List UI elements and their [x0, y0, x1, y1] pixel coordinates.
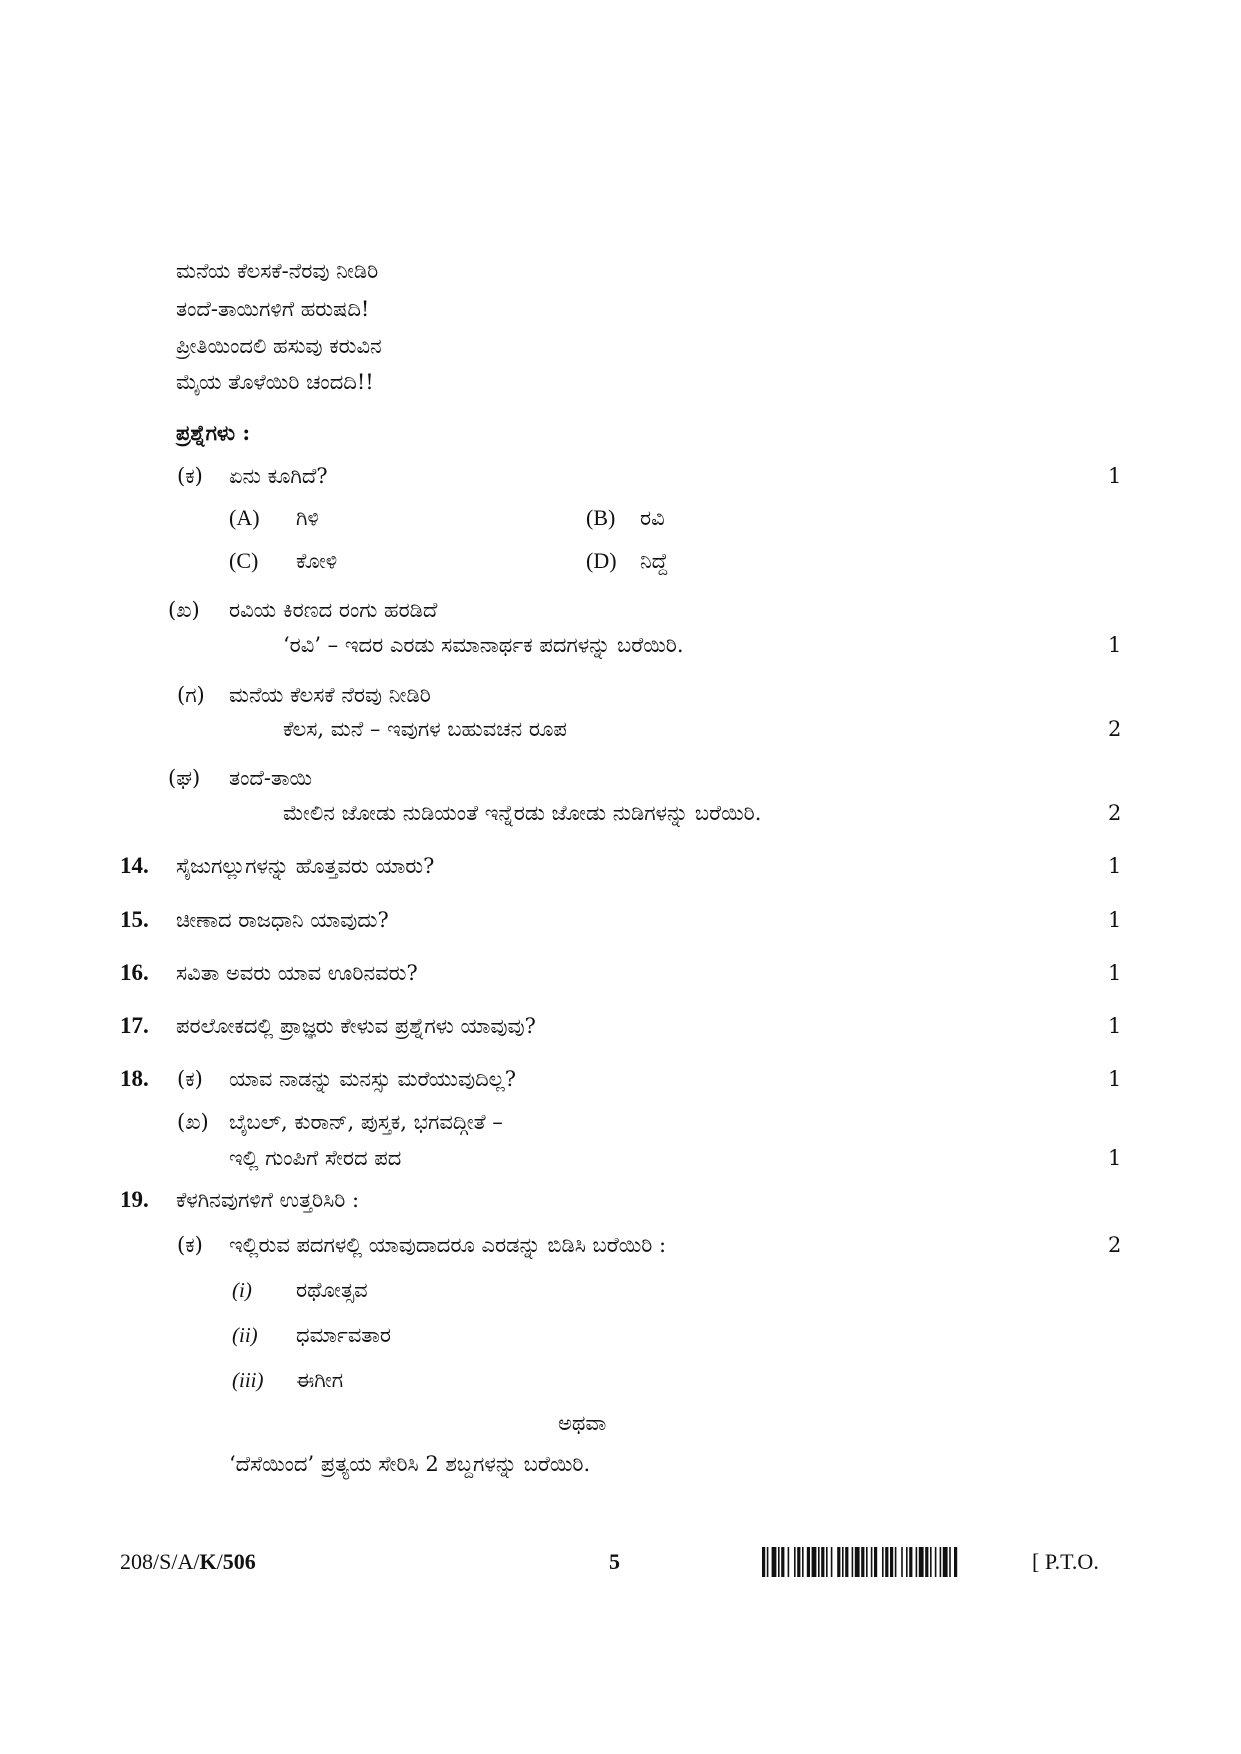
q19-item-2-num: (ii): [232, 1323, 258, 1347]
q-gha-marks: 2: [1108, 801, 1122, 825]
q18-b-label: (ಖ): [177, 1110, 209, 1134]
q16-text: ಸವಿತಾ ಅವರು ಯಾವ ಊರಿನವರು?: [176, 961, 418, 985]
option-d-text: ನಿದ್ದೆ: [640, 549, 668, 573]
q-gha-line-2: ಮೇಲಿನ ಜೋಡು ನುಡಿಯಂತೆ ಇನ್ನೆರಡು ಜೋಡು ನುಡಿಗಳನ್ನು ಬರೆಯಿರಿ.: [283, 801, 762, 825]
poem-line-1: ಮನೆಯ ಕೆಲಸಕೆ-ನೆರವು ನೀಡಿರಿ: [176, 259, 379, 283]
q-ga-line-2: ಕೆಲಸ, ಮನೆ – ಇವುಗಳ ಬಹುವಚನ ರೂಪ: [283, 717, 567, 741]
or-divider: ಅಥವಾ: [558, 1411, 607, 1435]
q-ga-label: (ಗ): [177, 683, 205, 707]
q-kha-line-2: ‘ರವಿ’ – ಇದರ ಎರಡು ಸಮಾನಾರ್ಥಕ ಪದಗಳನ್ನು ಬರೆಯಿರಿ.: [283, 633, 684, 657]
q-ga-line-1: ಮನೆಯ ಕೆಲಸಕೆ ನೆರವು ನೀಡಿರಿ: [229, 683, 431, 707]
q18-b-line-1: ಬೈಬಲ್, ಕುರಾನ್, ಪುಸ್ತಕ, ಭಗವದ್ಗೀತೆ –: [229, 1110, 503, 1134]
barcode-icon: [762, 1547, 1024, 1577]
q19-a-label: (ಕ): [177, 1233, 203, 1257]
q19-number: 19.: [120, 1187, 149, 1212]
q-kha-label: (ಖ): [168, 598, 200, 622]
option-b-key: (B): [586, 505, 616, 530]
q19-item-2-text: ಧರ್ಮಾವತಾರ: [296, 1323, 391, 1347]
q19-a-text: ಇಲ್ಲಿರುವ ಪದಗಳಲ್ಲಿ ಯಾವುದಾದರೂ ಎರಡನ್ನು ಬಿಡಿಸಿ ಬರೆಯಿರಿ :: [229, 1233, 667, 1257]
q18-number: 18.: [120, 1066, 149, 1091]
q14-marks: 1: [1108, 854, 1122, 878]
q17-number: 17.: [120, 1013, 149, 1038]
q14-text: ಸೈಜುಗಲ್ಲುಗಳನ್ನು ಹೊತ್ತವರು ಯಾರು?: [176, 854, 435, 878]
option-c-text: ಕೋಳಿ: [296, 549, 338, 573]
q-ka-marks: 1: [1108, 464, 1122, 488]
q17-text: ಪರಲೋಕದಲ್ಲಿ ಪ್ರಾಜ್ಞರು ಕೇಳುವ ಪ್ರಶ್ನೆಗಳು ಯಾವುವು?: [176, 1014, 536, 1038]
q19-item-1-text: ರಥೋತ್ಸವ: [296, 1278, 368, 1302]
q19-item-3-text: ಈಗೀಗ: [296, 1368, 344, 1392]
paper-code: [120, 1549, 256, 1575]
q15-text: ಚೀಣಾದ ರಾಜಧಾನಿ ಯಾವುದು?: [176, 908, 389, 932]
page-number: 5: [609, 1549, 620, 1574]
q-gha-line-1: ತಂದೆ-ತಾಯಿ: [229, 766, 313, 790]
q19-alternative: ‘ದೆಸೆಯಿಂದ’ ಪ್ರತ್ಯಯ ಸೇರಿಸಿ 2 ಶಬ್ದಗಳನ್ನು ಬರೆಯಿರಿ.: [229, 1452, 591, 1476]
option-c-key: (C): [229, 548, 259, 573]
option-a-text: ಗಿಳಿ: [296, 506, 319, 530]
q19-text: ಕೆಳಗಿನವುಗಳಿಗೆ ಉತ್ತರಿಸಿರಿ :: [176, 1188, 360, 1212]
option-b-text: ರವಿ: [640, 506, 665, 530]
option-d-key: (D): [586, 548, 617, 573]
q19-item-1-num: (i): [232, 1278, 252, 1302]
paper-code-prefix: 208/S/A/: [120, 1549, 200, 1574]
q18-a-label: (ಕ): [177, 1067, 203, 1091]
q16-number: 16.: [120, 960, 149, 985]
paper-code-slash: /: [216, 1549, 223, 1574]
paper-code-number: 506: [222, 1549, 256, 1574]
q15-marks: 1: [1108, 908, 1122, 932]
q-gha-label: (ಘ): [168, 766, 201, 790]
q18-a-text: ಯಾವ ನಾಡನ್ನು ಮನಸ್ಸು ಮರೆಯುವುದಿಲ್ಲ?: [229, 1067, 517, 1091]
poem-line-3: ಪ್ರೀತಿಯಿಂದಲಿ ಹಸುವು ಕರುವಿನ: [176, 334, 382, 358]
q18-b-line-2: ಇಲ್ಲಿ ಗುಂಪಿಗೆ ಸೇರದ ಪದ: [229, 1146, 402, 1170]
q19-item-3-num: (iii): [232, 1368, 264, 1392]
questions-heading: ಪ್ರಶ್ನೆಗಳು :: [176, 420, 251, 445]
q15-number: 15.: [120, 907, 149, 932]
q18-b-marks: 1: [1108, 1146, 1122, 1170]
q14-number: 14.: [120, 853, 149, 878]
poem-line-2: ತಂದೆ-ತಾಯಿಗಳಿಗೆ ಹರುಷದಿ!: [176, 297, 370, 321]
q16-marks: 1: [1108, 961, 1122, 985]
q-ka-text: ಏನು ಕೂಗಿದೆ?: [229, 464, 328, 488]
option-a-key: (A): [229, 505, 260, 530]
q17-marks: 1: [1108, 1014, 1122, 1038]
q-ka-label: (ಕ): [177, 464, 203, 488]
q-ga-marks: 2: [1108, 717, 1122, 741]
q-kha-line-1: ರವಿಯ ಕಿರಣದ ರಂಗು ಹರಡಿದೆ: [229, 598, 438, 622]
q18-a-marks: 1: [1108, 1067, 1122, 1091]
pto-label: [ P.T.O.: [1032, 1549, 1099, 1574]
paper-code-k: K: [199, 1549, 217, 1574]
q19-a-marks: 2: [1108, 1233, 1122, 1257]
q-kha-marks: 1: [1108, 633, 1122, 657]
poem-line-4: ಮೈಯ ತೊಳೆಯಿರಿ ಚಂದದಿ!!: [176, 370, 374, 394]
